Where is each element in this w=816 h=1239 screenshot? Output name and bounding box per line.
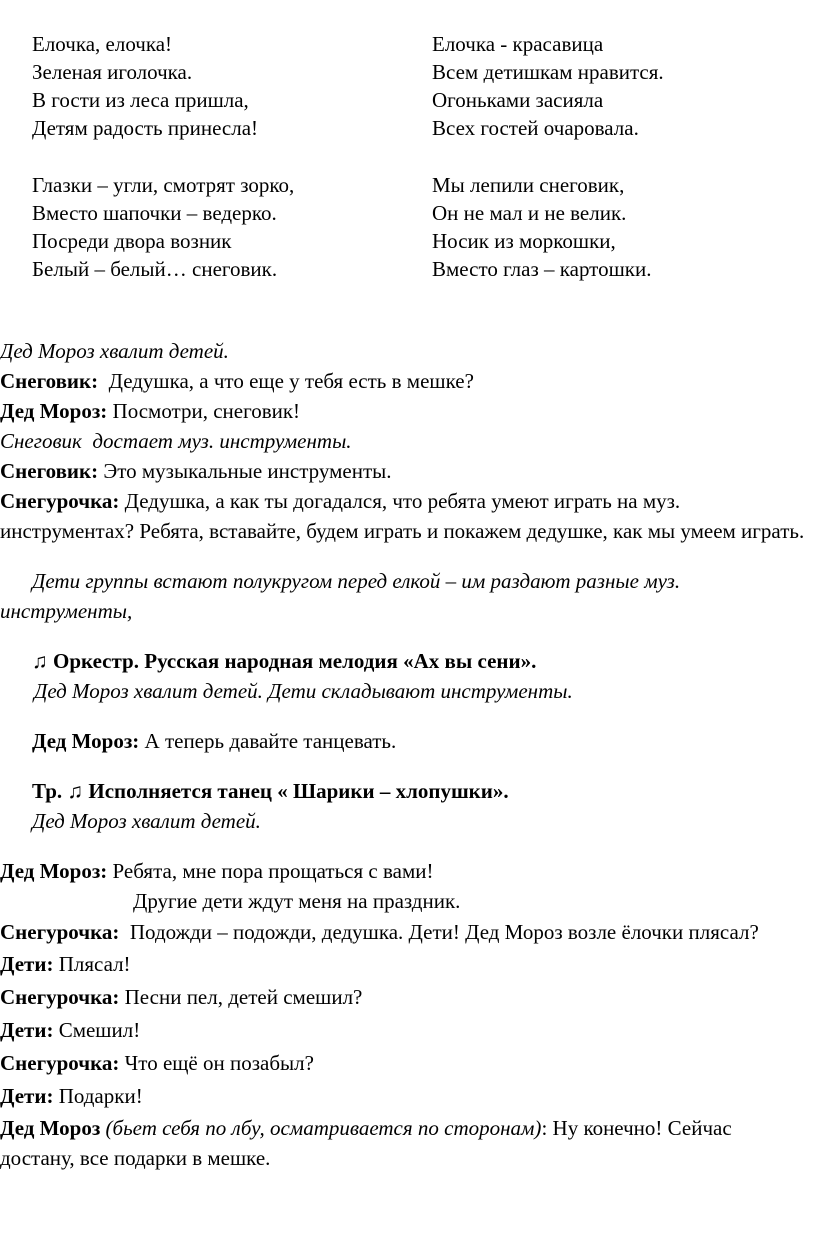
dialogue-continuation: Другие дети ждут меня на праздник. xyxy=(133,889,461,913)
poem-line: Глазки – угли, смотрят зорко, xyxy=(32,173,295,197)
dialogue-line xyxy=(0,916,810,948)
stanza-1-right-column xyxy=(432,30,792,142)
dialogue-line xyxy=(0,981,810,1014)
dialogue-text: Плясал! xyxy=(53,952,131,976)
dialogue-line xyxy=(0,456,810,486)
spacer xyxy=(0,706,810,726)
poem-line: Огоньками засияла xyxy=(432,88,604,112)
dialogue-text: Дедушка, а как ты догадался, что ребята умеют играть на муз. инструментах? Ребята, вставайте, будем играть и покажем дедушке, как мы умеем играть. xyxy=(0,489,805,543)
stanza-2-right-column xyxy=(432,171,792,283)
spacer xyxy=(0,836,810,856)
dialogue-line xyxy=(0,1047,810,1080)
dialogue-text: А теперь давайте танцевать. xyxy=(139,729,397,753)
poem-line: Белый – белый… снеговик. xyxy=(32,257,278,281)
stanza-1 xyxy=(32,30,792,142)
dialogue-text: Это музыкальные инструменты. xyxy=(98,459,392,483)
dialogue-line xyxy=(0,726,810,756)
stage-direction: Дед Мороз хвалит детей. xyxy=(32,809,261,833)
poem-line: Елочка, елочка! xyxy=(32,32,173,56)
speaker-name: Снегурочка: xyxy=(0,489,120,513)
stage-direction: Дети группы встают полукругом перед елкой – им раздают разные муз. инструменты, xyxy=(0,569,681,623)
spacer xyxy=(0,546,810,566)
dialogue-text: Песни пел, детей смешил? xyxy=(119,985,363,1009)
poem-line: Всех гостей очаровала. xyxy=(432,116,639,140)
poem xyxy=(32,30,792,312)
poem-line: Елочка - красавица xyxy=(432,32,604,56)
dialogue-line xyxy=(0,1113,810,1173)
dialogue-text: Подожди – подожди, дедушка. Дети! Дед Мороз возле ёлочки плясал? xyxy=(119,920,759,944)
speaker-name: Дед Мороз: xyxy=(32,729,140,753)
dialogue-line xyxy=(0,366,810,396)
dialogue-text: Подарки! xyxy=(53,1084,143,1108)
poem-line: Мы лепили снеговик, xyxy=(432,173,625,197)
speaker-name: Дети: xyxy=(0,1084,54,1108)
dance-heading: Тр. ♫ Исполняется танец « Шарики – хлопушки». xyxy=(32,779,509,803)
dialogue-line xyxy=(0,396,810,426)
dialogue-text: Посмотри, снеговик! xyxy=(107,399,301,423)
stanza-1-left-column xyxy=(32,30,432,142)
orchestra-heading: ♫ Оркестр. Русская народная мелодия «Ах вы сени». xyxy=(32,649,537,673)
speaker-name: Снегурочка: xyxy=(0,1051,120,1075)
spacer xyxy=(0,756,810,776)
poem-line: Детям радость принесла! xyxy=(32,116,259,140)
stage-note: (бьет себя по лбу, осматривается по сторонам) xyxy=(100,1116,542,1140)
dialogue-text: Дедушка, а что еще у тебя есть в мешке? xyxy=(98,369,474,393)
stage-direction: Дед Мороз хвалит детей. Дети складывают инструменты. xyxy=(34,679,573,703)
poem-line: Зеленая иголочка. xyxy=(32,60,193,84)
spacer xyxy=(0,626,810,646)
stanza-2 xyxy=(32,171,792,283)
dialogue-text: Смешил! xyxy=(53,1018,141,1042)
speaker-name: Дети: xyxy=(0,1018,54,1042)
poem-line: Посреди двора возник xyxy=(32,229,232,253)
speaker-name: Снегурочка: xyxy=(0,985,120,1009)
poem-line: Всем детишкам нравится. xyxy=(432,60,664,84)
dialogue-text: : Ну конечно! Сейчас достану, все подарки в мешке. xyxy=(0,1116,737,1170)
poem-line: Носик из моркошки, xyxy=(432,229,616,253)
speaker-name: Дети: xyxy=(0,952,54,976)
dialogue-line xyxy=(0,856,810,886)
poem-line: Он не мал и не велик. xyxy=(432,201,627,225)
poem-line: В гости из леса пришла, xyxy=(32,88,249,112)
speaker-name: Снеговик: xyxy=(0,459,99,483)
dialogue-line xyxy=(0,1014,810,1047)
dialogue-line xyxy=(0,486,810,546)
speaker-name: Снеговик: xyxy=(0,369,99,393)
dialogue-line xyxy=(0,948,810,981)
poem-line: Вместо глаз – картошки. xyxy=(432,257,652,281)
stanza-2-left-column xyxy=(32,171,432,283)
dialogue-text: Что ещё он позабыл? xyxy=(119,1051,314,1075)
speaker-name: Снегурочка: xyxy=(0,920,120,944)
dialogue-text: Ребята, мне пора прощаться с вами! xyxy=(107,859,434,883)
script-body xyxy=(0,336,810,1173)
speaker-name: Дед Мороз: xyxy=(0,399,108,423)
stage-direction: Дед Мороз хвалит детей. xyxy=(0,339,229,363)
dialogue-line xyxy=(0,1080,810,1113)
speaker-name: Дед Мороз: xyxy=(0,859,108,883)
speaker-name: Дед Мороз xyxy=(0,1116,101,1140)
stage-direction: Снеговик достает муз. инструменты. xyxy=(0,429,352,453)
poem-line: Вместо шапочки – ведерко. xyxy=(32,201,277,225)
